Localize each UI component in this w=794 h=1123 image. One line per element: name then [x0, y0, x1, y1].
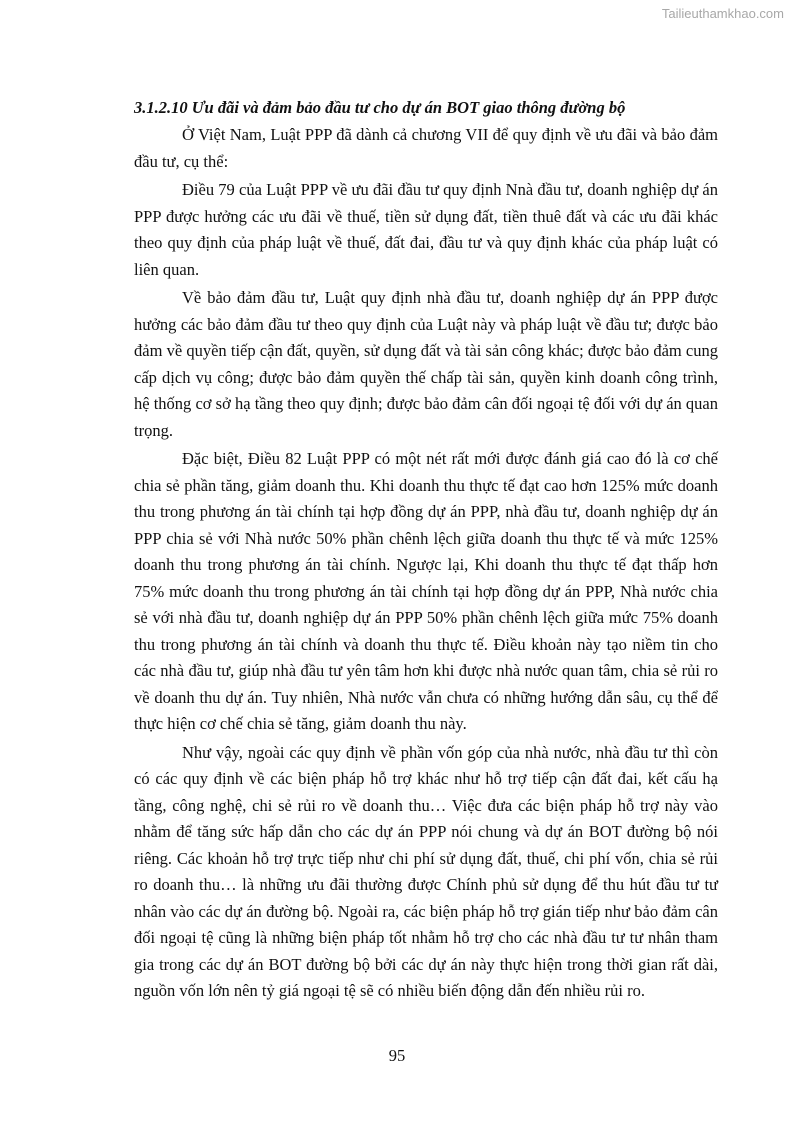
paragraph: Như vậy, ngoài các quy định về phần vốn góp của nhà nước, nhà đầu tư thì còn có các quy định về các biện pháp hỗ trợ khác như hỗ trợ tiếp cận đất đai, kết cấu hạ tầng, công nghệ, chi sẻ rủi ro về doanh thu… Việc đưa các biện pháp hỗ trợ này vào nhằm để tăng sức hấp dẫn cho các dự án PPP nói chung và dự án BOT đường bộ nói riêng. Các khoản hỗ trợ trực tiếp như chi phí sử dụng đất, thuế, chi phí vốn, chia sẻ rủi ro doanh thu… là những ưu đãi thường được Chính phủ sử dụng để thu hút đầu tư tư nhân vào các dự án đường bộ. Ngoài ra, các biện pháp hỗ trợ gián tiếp như bảo đảm cân đối ngoại tệ cũng là những biện pháp tốt nhằm hỗ trợ cho các nhà đầu tư tư nhân tham gia trong các dự án BOT đường bộ bởi các dự án này thực hiện trong thời gian rất dài, nguồn vốn lớn nên tỷ giá ngoại tệ sẽ có nhiều biến động dẫn đến nhiều rủi ro. — [134, 742, 718, 1000]
watermark: Tailieuthamkhao.com — [661, 6, 784, 21]
paragraph: Ở Việt Nam, Luật PPP đã dành cả chương VII để quy định về ưu đãi và bảo đảm đầu tư, cụ thể: — [134, 125, 718, 171]
page-number: 95 — [388, 1046, 406, 1065]
paragraph: Đặc biệt, Điều 82 Luật PPP có một nét rất mới được đánh giá cao đó là cơ chế chia sẻ phần tăng, giảm doanh thu. Khi doanh thu thực tế đạt cao hơn 125% mức doanh thu trong phương án tài chính tại hợp đồng dự án PPP, nhà đầu tư, doanh nghiệp dự án PPP chia sẻ với Nhà nước 50% phần chênh lệch giữa doanh thu thực tế và mức 125% doanh thu trong phương án tài chính. Ngược lại, Khi doanh thu thực tế đạt thấp hơn 75% mức doanh thu trong phương án tài chính tại hợp đồng dự án PPP, Nhà nước chia sẻ với nhà đầu tư, doanh nghiệp dự án PPP 50% phần chênh lệch giữa mức 75% doanh thu trong phương án tài chính và doanh thu thực tế. Điều khoản này tạo niềm tin cho các nhà đầu tư, giúp nhà đầu tư yên tâm hơn khi được nhà nước quan tâm, chia sẻ rủi ro về doanh thu dự án. Tuy nhiên, Nhà nước vẫn chưa có những hướng dẫn sâu, cụ thể để thực hiện cơ chế chia sẻ tăng, giảm doanh thu này. — [134, 449, 718, 733]
section-heading: 3.1.2.10 Ưu đãi và đảm bảo đầu tư cho dự án BOT giao thông đường bộ — [134, 98, 626, 117]
paragraph: Về bảo đảm đầu tư, Luật quy định nhà đầu tư, doanh nghiệp dự án PPP được hưởng các bảo đảm đầu tư theo quy định của Luật này và pháp luật về đầu tư; được bảo đảm về quyền tiếp cận đất, quyền, sử dụng đất và tài sản công khác; được bảo đảm cung cấp dịch vụ công; được bảo đảm quyền thế chấp tài sản, quyền kinh doanh công trình, hệ thống cơ sở hạ tầng theo quy định; được bảo đảm cân đối ngoại tệ đối với dự án quan trọng. — [134, 288, 718, 440]
page-body — [134, 96, 718, 1007]
paragraph: Điều 79 của Luật PPP về ưu đãi đầu tư quy định Nnà đầu tư, doanh nghiệp dự án PPP được hưởng các ưu đãi về thuế, tiền sử dụng đất, tiền thuê đất và các ưu đãi khác theo quy định của pháp luật về thuế, đất đai, đầu tư và quy định khác của pháp luật có liên quan. — [134, 180, 718, 279]
